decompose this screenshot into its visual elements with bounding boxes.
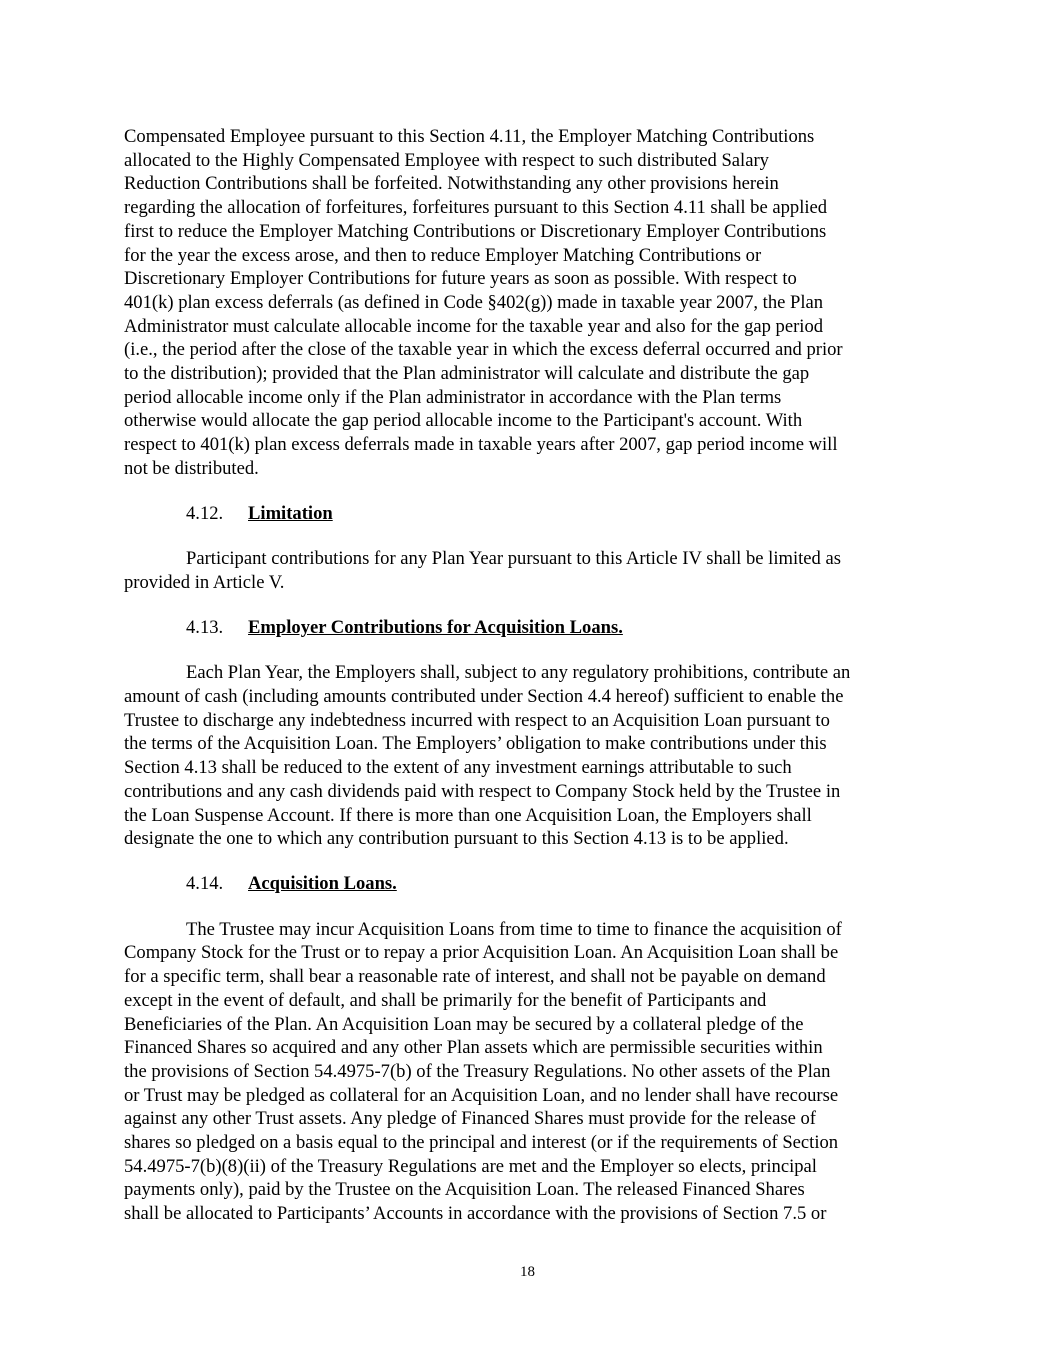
section-title: Employer Contributions for Acquisition Loans. xyxy=(248,617,623,639)
section-heading-4-12 xyxy=(124,502,934,526)
page-number: 18 xyxy=(520,1264,535,1280)
document-page xyxy=(124,125,934,1247)
opening-paragraph: Compensated Employee pursuant to this Section 4.11, the Employer Matching Contributions allocated to the Highly Compensated Employee with respect to such distributed Salary Reduction Contributions shall be forfeited. Notwithstanding any other provisions herein regarding the allocation of forfeitures, forfeitures pursuant to this Section 4.11 shall be applied first to reduce the Employer Matching Contributions or Discretionary Employer Contributions for the year the excess arose, and then to reduce Employer Matching Contributions or Discretionary Employer Contributions for future years as soon as possible. With respect to 401(k) plan excess deferrals (as defined in Code §402(g)) made in taxable year 2007, the Plan Administrator must calculate allocable income for the taxable year and also for the gap period (i.e., the period after the close of the taxable year in which the excess deferral occurred and prior to the distribution); provided that the Plan administrator will calculate and distribute the gap period allocable income only if the Plan administrator in accordance with the Plan terms otherwise would allocate the gap period allocable income to the Participant's account. With respect to 401(k) plan excess deferrals made in taxable years after 2007, gap period income will not be distributed. xyxy=(124,126,843,479)
section-number: 4.12. xyxy=(186,503,224,525)
section-title: Limitation xyxy=(248,503,333,525)
section-number: 4.14. xyxy=(186,873,224,895)
section-heading-4-13 xyxy=(124,616,934,640)
section-body-4-13: Each Plan Year, the Employers shall, subject to any regulatory prohibitions, contribute an amount of cash (including amounts contributed under Section 4.4 hereof) sufficient to enable the Trustee to discharge any indebtedness incurred with respect to an Acquisition Loan pursuant to the terms of the Acquisition Loan. The Employers’ obligation to make contributions under this Section 4.13 shall be reduced to the extent of any investment earnings attributable to such contributions and any cash dividends paid with respect to Company Stock held by the Trustee in the Loan Suspense Account. If there is more than one Acquisition Loan, the Employers shall designate the one to which any contribution pursuant to this Section 4.13 is to be applied. xyxy=(124,662,851,850)
section-body-4-12: Participant contributions for any Plan Year pursuant to this Article IV shall be limited as provided in Article V. xyxy=(124,548,841,593)
section-heading-4-14 xyxy=(124,872,934,896)
section-number: 4.13. xyxy=(186,617,224,639)
section-body-4-14: The Trustee may incur Acquisition Loans from time to time to finance the acquisition of Company Stock for the Trust or to repay a prior Acquisition Loan. An Acquisition Loan shall be for a specific term, shall bear a reasonable rate of interest, and shall not be payable on demand except in the event of default, and shall be primarily for the benefit of Participants and Beneficiaries of the Plan. An Acquisition Loan may be secured by a collateral pledge of the Financed Shares so acquired and any other Plan assets which are permissible securities within the provisions of Section 54.4975-7(b) of the Treasury Regulations. No other assets of the Plan or Trust may be pledged as collateral for an Acquisition Loan, and no lender shall have recourse against any other Trust assets. Any pledge of Financed Shares must provide for the release of shares so pledged on a basis equal to the principal and interest (or if the requirements of Section 54.4975-7(b)(8)(ii) of the Treasury Regulations are met and the Employer so elects, principal payments only), paid by the Trustee on the Acquisition Loan. The released Financed Shares shall be allocated to Participants’ Accounts in accordance with the provisions of Section 7.5 or xyxy=(124,918,842,1225)
section-title: Acquisition Loans. xyxy=(248,873,397,895)
